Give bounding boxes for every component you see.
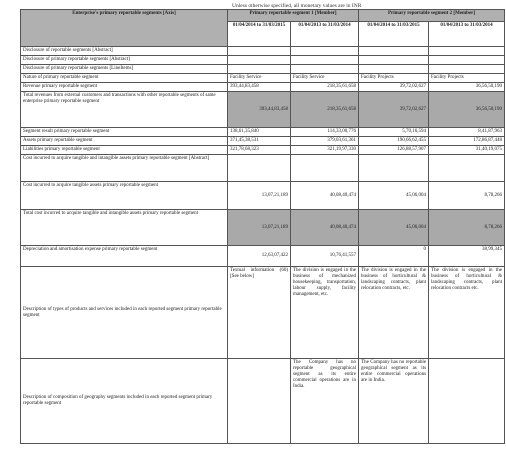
table-row [21,359,505,444]
row-label: Revenue primary reportable segment [21,83,228,92]
table-row [21,92,505,128]
table-row [21,83,505,92]
table-cell: 8,78,266 [429,210,505,246]
table-cell [429,359,505,444]
table-cell: 39,72,02,627 [359,83,429,92]
table-cell: 13,07,21,189 [228,210,291,246]
segment-table [20,9,505,444]
table-cell: The Company has no reportable geographical segment as its entire commercial operations are in India. [291,359,359,444]
table-cell: 218,35,61,658 [291,83,359,92]
table-row [21,246,505,267]
table-cell: 218,35,61,658 [291,92,359,128]
table-cell: The Company has no reportable geographical segment as its entire commercial operations are in India. [359,359,429,444]
table-row [21,146,505,155]
table-cell: 0 [359,246,429,267]
table-cell: 393,44,83,458 [228,92,291,128]
row-label: Disclosure of primary reportable segments [LineItems] [21,65,228,74]
table-cell: 126,88,57,907 [359,146,429,155]
table-cell: 38,99,345 [429,246,505,267]
period-header: 01/04/2013 to 31/03/2014 [291,22,359,47]
table-row [21,137,505,146]
table-cell: 138,61,35,840 [228,128,291,137]
table-row [21,155,505,182]
row-label: Description of composition of geography segments included in each reported segment primary reportable segment [21,359,228,444]
table-cell: 172,86,87,448 [429,137,505,146]
row-label: Cost incurred to acquire tangible assets primary reportable segment [21,182,228,210]
table-cell: 371,45,38,531 [228,137,291,146]
group1-header: Primary reportable segment 1 [Member] [228,10,359,22]
period-header: 01/04/2014 to 31/03/2015 [359,22,429,47]
table-row [21,47,505,56]
table-cell: Facility Service [291,74,359,83]
table-cell: Facility Projects [429,74,505,83]
table-cell: 190,66,62,455 [359,137,429,146]
table-row [21,74,505,83]
table-row [21,65,505,74]
row-label: Description of types of products and services included in each reported segment primary reportable segment [21,267,228,359]
table-row [21,267,505,359]
header-row-groups [21,10,505,22]
table-cell: 45,06,004 [359,210,429,246]
table-row [21,128,505,137]
table-cell: 12,63,07,422 [228,246,291,267]
table-cell: 40,08,40,474 [291,182,359,210]
table-cell: 45,06,004 [359,182,429,210]
row-label: Disclosure of primary reportable segments [Abstract] [21,56,228,65]
table-cell: 31,40,19,075 [429,146,505,155]
table-cell: 36,56,50,190 [429,83,505,92]
table-cell: Facility Service [228,74,291,83]
table-cell: 8,78,266 [429,182,505,210]
table-cell: The division is engaged in the business of horticultural & landscaping contracts, plant relocation contracts etc. [429,267,505,359]
table-cell: 13,07,21,189 [228,182,291,210]
row-label: Cost incurred to acquire tangible and intangible assets primary reportable segment [Abstract] [21,155,228,182]
table-cell: 40,08,40,474 [291,210,359,246]
table-cell: 8,41,87,963 [429,128,505,137]
table-cell: 10,76,41,557 [291,246,359,267]
table-cell: The division is engaged in the business of horticultural & landscaping contracts, plant relocation contracts, etc. [359,267,429,359]
table-cell [228,359,291,444]
period-header: 01/04/2013 to 31/03/2014 [429,22,505,47]
row-label: Total revenues from external customers and transactions with other reportable segments of same enterprise primary reportable segment [21,92,228,128]
currency-note: Unless otherwise specified, all monetary values are in INR [232,3,362,9]
table-row [21,56,505,65]
table-cell: Facility Projects [359,74,429,83]
row-label: Disclosure of reportable segments [Abstract] [21,47,228,56]
table-cell: 379,03,61,361 [291,137,359,146]
table-row [21,210,505,246]
row-label: Liabilities primary reportable segment [21,146,228,155]
segments-axis-header: Enterprise's primary reportable segments [Axis] [21,10,228,47]
table-cell: 321,78,68,323 [228,146,291,155]
group2-header: Primary reportable segment 2 [Member] [359,10,505,22]
table-cell: 39,72,02,627 [359,92,429,128]
table-cell: Textual information (60) [See below] [228,267,291,359]
table-cell: The division is engaged in the business of mechanized housekeeping, transportation, labour supply, facility management, etc. [291,267,359,359]
table-cell: 321,19,97,330 [291,146,359,155]
row-label: Nature of primary reportable segment [21,74,228,83]
table-cell: 36,56,50,190 [429,92,505,128]
row-label: Depreciation and amortisation expense primary reportable segment [21,246,228,267]
table-row [21,182,505,210]
table-cell: 393,44,83,458 [228,83,291,92]
row-label: Assets primary reportable segment [21,137,228,146]
period-header: 01/04/2014 to 31/03/2015 [228,22,291,47]
row-label: Total cost incurred to acquire tangible and intangible assets primary reportable segment [21,210,228,246]
table-cell: 114,33,00,776 [291,128,359,137]
table-cell: 5,70,16,594 [359,128,429,137]
row-label: Segment result primary reportable segment [21,128,228,137]
